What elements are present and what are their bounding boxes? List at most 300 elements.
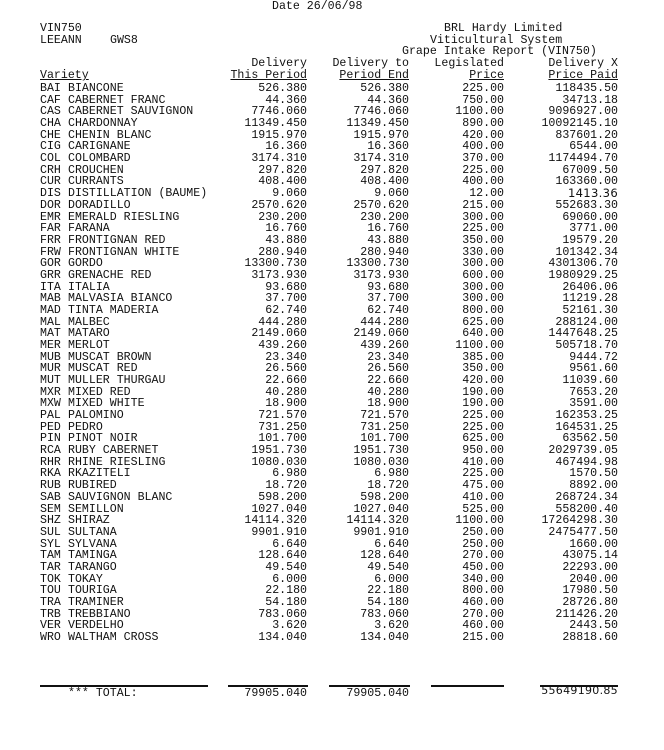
variety-name: FRONTIGNAN WHITE [68,245,180,259]
variety-name: FRONTIGNAN RED [68,233,166,247]
system-name: Viticultural System [430,34,563,47]
delivery-to-end: 3173.930 [353,268,409,282]
delivery-to-end: 408.400 [360,175,409,189]
delivery-to-end: 731.250 [360,420,409,434]
delivery-to-end: 7746.060 [353,105,409,119]
variety-name: TINTA MADERIA [68,303,159,317]
total-period: 79905.040 [244,687,307,700]
price-paid: 63562.50 [562,432,618,446]
program-id: VIN750 [40,22,82,35]
delivery-period: 22.180 [265,584,307,598]
legislated-price: 600.00 [462,268,504,282]
variety-code: MER [40,339,61,352]
table-row [0,305,664,317]
legislated-price: 350.00 [462,362,504,376]
delivery-to-end: 280.940 [360,245,409,259]
variety-code: MAB [40,292,61,306]
variety-name: CHENIN BLANC [68,128,152,142]
price-paid: 505718.70 [555,339,618,352]
price-paid: 52161.30 [562,303,618,317]
legislated-price: 750.00 [462,93,504,107]
delivery-period: 9.060 [272,187,307,201]
variety-name: DISTILLATION (BAUME) [68,187,208,201]
variety-name: CABERNET FRANC [68,93,166,107]
variety-code: CHA [40,117,61,130]
user-code: GWS8 [110,34,138,47]
variety-code: MUT [40,374,61,387]
legislated-price: 475.00 [462,479,504,493]
price-paid: 558200.40 [555,502,618,516]
variety-name: MUSCAT BROWN [68,350,152,364]
col-delivery-top: Delivery [251,57,307,70]
variety-name: VERDELHO [68,619,124,633]
variety-code: RKA [40,467,61,481]
legislated-price: 640.00 [462,327,504,341]
delivery-period: 93.680 [265,280,307,294]
delivery-period: 230.200 [258,210,307,224]
variety-name: SEMILLON [68,502,124,516]
delivery-to-end: 26.560 [367,362,409,376]
delivery-to-end: 93.680 [367,280,409,294]
delivery-period: 1915.970 [251,128,307,142]
variety-code: SAB [40,490,61,504]
legislated-price: 800.00 [462,584,504,598]
delivery-period: 3173.930 [251,268,307,282]
price-paid: 101342.34 [555,245,618,259]
delivery-period: 598.200 [258,490,307,504]
table-row [0,527,664,539]
delivery-to-end: 6.980 [374,467,409,481]
variety-name: SHIRAZ [68,514,110,528]
delivery-period: 101.700 [258,432,307,446]
delivery-period: 40.280 [265,385,307,399]
delivery-to-end: 3174.310 [353,152,409,166]
report-date: Date 26/06/98 [272,0,363,13]
delivery-period: 16.760 [265,222,307,236]
legislated-price: 12.00 [469,187,504,201]
price-paid: 1413.36 [567,186,618,201]
legislated-price: 225.00 [462,222,504,236]
legislated-price: 225.00 [462,409,504,422]
delivery-to-end: 40.280 [367,385,409,399]
delivery-to-end: 598.200 [360,490,409,504]
delivery-period: 297.820 [258,163,307,177]
variety-code: SUL [40,525,61,539]
variety-name: MUSCAT RED [68,362,138,376]
delivery-to-end: 101.700 [360,432,409,446]
price-paid: 4301306.70 [548,257,618,271]
variety-code: GOR [40,257,61,271]
variety-code: MXR [40,385,61,399]
price-paid: 118435.50 [555,82,618,95]
delivery-to-end: 11349.450 [346,117,409,130]
price-paid: 3771.00 [569,222,618,236]
variety-code: FRR [40,233,61,247]
legislated-price: 350.00 [462,233,504,247]
variety-name: TARANGO [68,560,117,574]
legislated-price: 385.00 [462,350,504,364]
legislated-price: 225.00 [462,420,504,434]
variety-name: RUBY CABERNET [68,444,159,458]
col-legislated-bottom: Price [469,69,504,82]
delivery-to-end: 23.340 [367,350,409,364]
price-paid: 162353.25 [555,409,618,422]
variety-name: CURRANTS [68,175,124,189]
legislated-price: 190.00 [462,397,504,411]
variety-code: FRW [40,245,61,259]
price-paid: 17980.50 [562,584,618,598]
legislated-price: 460.00 [462,595,504,609]
table-row [0,118,664,130]
legislated-price: 300.00 [462,210,504,224]
variety-code: BAI [40,82,61,95]
total-label: *** TOTAL: [68,687,138,700]
table-row [0,83,664,95]
report-title: Grape Intake Report (VIN750) [402,45,597,58]
price-paid: 211426.20 [555,607,618,621]
variety-code: PIN [40,432,61,446]
delivery-period: 134.040 [258,631,307,644]
delivery-to-end: 16.760 [367,222,409,236]
legislated-price: 450.00 [462,560,504,574]
delivery-period: 6.640 [272,537,307,551]
delivery-period: 128.640 [258,549,307,563]
delivery-period: 731.250 [258,420,307,434]
delivery-to-end: 16.360 [367,140,409,154]
variety-code: TOK [40,572,61,586]
variety-name: TAMINGA [68,549,117,563]
delivery-to-end: 1080.030 [353,455,409,469]
delivery-to-end: 49.540 [367,560,409,574]
delivery-to-end: 37.700 [367,292,409,306]
variety-name: MIXED RED [68,385,131,399]
variety-code: RCA [40,444,61,458]
price-paid: 552683.30 [555,198,618,212]
variety-name: MULLER THURGAU [68,374,166,387]
variety-name: CROUCHEN [68,163,124,177]
variety-name: DORADILLO [68,198,131,212]
legislated-price: 400.00 [462,175,504,189]
price-paid: 164531.25 [555,420,618,434]
variety-name: CARIGNANE [68,140,131,154]
delivery-to-end: 3.620 [374,619,409,633]
variety-name: WALTHAM CROSS [68,631,159,644]
col-legislated-top: Legislated [434,57,504,70]
legislated-price: 420.00 [462,128,504,142]
delivery-period: 439.260 [258,339,307,352]
variety-name: CHARDONNAY [68,117,138,130]
legislated-price: 410.00 [462,490,504,504]
delivery-to-end: 439.260 [360,339,409,352]
delivery-period: 62.740 [265,303,307,317]
variety-name: MALVASIA BIANCO [68,292,173,306]
variety-name: COLOMBARD [68,152,131,166]
legislated-price: 1100.00 [455,105,504,119]
delivery-to-end: 230.200 [360,210,409,224]
legislated-price: 460.00 [462,619,504,633]
legislated-price: 410.00 [462,455,504,469]
delivery-to-end: 2149.060 [353,327,409,341]
delivery-to-end: 43.880 [367,233,409,247]
delivery-period: 721.570 [258,409,307,422]
legislated-price: 225.00 [462,82,504,95]
variety-code: TOU [40,584,61,598]
table-row [0,375,664,387]
variety-code: ITA [40,280,61,294]
variety-code: DOR [40,198,61,212]
table-row [0,632,664,644]
price-paid: 22293.00 [562,560,618,574]
delivery-to-end: 783.060 [360,607,409,621]
legislated-price: 950.00 [462,444,504,458]
delivery-period: 1080.030 [251,455,307,469]
variety-code: MAL [40,315,61,329]
delivery-to-end: 13300.730 [346,257,409,271]
delivery-period: 26.560 [265,362,307,376]
total-rule-price [431,685,504,687]
delivery-period: 280.940 [258,245,307,259]
delivery-to-end: 1027.040 [353,502,409,516]
legislated-price: 270.00 [462,607,504,621]
delivery-period: 3174.310 [251,152,307,166]
legislated-price: 625.00 [462,315,504,329]
delivery-period: 7746.060 [251,105,307,119]
variety-name: TREBBIANO [68,607,131,621]
price-paid: 43075.14 [562,549,618,563]
legislated-price: 800.00 [462,303,504,317]
variety-code: TRB [40,607,61,621]
table-row [0,270,664,282]
variety-code: PAL [40,409,61,422]
delivery-period: 54.180 [265,595,307,609]
legislated-price: 340.00 [462,572,504,586]
legislated-price: 250.00 [462,525,504,539]
legislated-price: 890.00 [462,117,504,130]
price-paid: 2475477.50 [548,525,618,539]
price-paid: 9444.72 [569,350,618,364]
variety-name: PALOMINO [68,409,124,422]
table-row [0,200,664,212]
variety-code: FAR [40,222,61,236]
delivery-to-end: 18.900 [367,397,409,411]
price-paid: 9561.60 [569,362,618,376]
delivery-period: 16.360 [265,140,307,154]
variety-code: RHR [40,455,61,469]
price-paid: 837601.20 [555,128,618,142]
legislated-price: 625.00 [462,432,504,446]
delivery-period: 1951.730 [251,444,307,458]
price-paid: 19579.20 [562,233,618,247]
price-paid: 10092145.10 [541,117,618,130]
variety-code: CRH [40,163,61,177]
price-paid: 1174494.70 [548,152,618,166]
variety-name: PEDRO [68,420,103,434]
price-paid: 288124.00 [555,315,618,329]
variety-name: MIXED WHITE [68,397,145,411]
price-paid: 26406.06 [562,280,618,294]
legislated-price: 370.00 [462,152,504,166]
price-paid: 2443.50 [569,619,618,633]
variety-code: VER [40,619,61,633]
delivery-to-end: 128.640 [360,549,409,563]
delivery-period: 37.700 [265,292,307,306]
price-paid: 34713.18 [562,93,618,107]
price-paid: 1980929.25 [548,268,618,282]
variety-code: MXW [40,397,61,411]
variety-code: SYL [40,537,61,551]
price-paid: 28818.60 [562,631,618,644]
variety-name: SYLVANA [68,537,117,551]
delivery-to-end: 22.660 [367,374,409,387]
price-paid: 3591.00 [569,397,618,411]
legislated-price: 215.00 [462,198,504,212]
delivery-period: 6.980 [272,467,307,481]
delivery-to-end: 1951.730 [353,444,409,458]
legislated-price: 525.00 [462,502,504,516]
price-paid: 163360.00 [555,175,618,189]
total-paid-handwritten: 55649190.85 [541,684,618,697]
variety-name: EMERALD RIESLING [68,210,180,224]
price-paid: 11219.28 [562,292,618,306]
col-delivery-to-bottom: Period End [339,69,409,82]
delivery-period: 22.660 [265,374,307,387]
delivery-period: 2149.060 [251,327,307,341]
legislated-price: 1100.00 [455,514,504,528]
variety-code: TAM [40,549,61,563]
legislated-price: 1100.00 [455,339,504,352]
variety-name: RUBIRED [68,479,117,493]
legislated-price: 225.00 [462,467,504,481]
delivery-to-end: 54.180 [367,595,409,609]
price-paid: 8892.00 [569,479,618,493]
delivery-to-end: 526.380 [360,82,409,95]
variety-code: SEM [40,502,61,516]
table-row [0,597,664,609]
delivery-period: 18.720 [265,479,307,493]
variety-name: CABERNET SAUVIGNON [68,105,194,119]
variety-code: PED [40,420,61,434]
variety-code: CHE [40,128,61,142]
variety-name: TRAMINER [68,595,124,609]
delivery-to-end: 18.720 [367,479,409,493]
delivery-to-end: 134.040 [360,631,409,644]
variety-code: MUR [40,362,61,376]
user-name: LEEANN [40,34,82,47]
price-paid: 2029739.05 [548,444,618,458]
variety-name: PINOT NOIR [68,432,138,446]
price-paid: 467494.98 [555,455,618,469]
total-to-end: 79905.040 [346,687,409,700]
variety-name: TOKAY [68,572,103,586]
delivery-period: 11349.450 [244,117,307,130]
price-paid: 1660.00 [569,537,618,551]
delivery-period: 408.400 [258,175,307,189]
variety-code: WRO [40,631,61,644]
legislated-price: 270.00 [462,549,504,563]
variety-code: DIS [40,187,61,201]
legislated-price: 330.00 [462,245,504,259]
company-name: BRL Hardy Limited [444,22,563,35]
variety-name: MERLOT [68,339,110,352]
variety-name: GRENACHE RED [68,268,152,282]
variety-name: TOURIGA [68,584,117,598]
col-delivery-bottom: This Period [230,69,307,82]
delivery-to-end: 6.640 [374,537,409,551]
variety-code: CAF [40,93,61,107]
delivery-to-end: 22.180 [367,584,409,598]
price-paid: 17264298.30 [541,514,618,528]
delivery-to-end: 9.060 [374,187,409,201]
price-paid: 28726.80 [562,595,618,609]
delivery-to-end: 444.280 [360,315,409,329]
table-row [0,235,664,247]
delivery-period: 1027.040 [251,502,307,516]
price-paid: 268724.34 [555,490,618,504]
delivery-period: 2570.620 [251,198,307,212]
delivery-period: 44.360 [265,93,307,107]
legislated-price: 225.00 [462,163,504,177]
variety-code: GRR [40,268,61,282]
variety-name: GORDO [68,257,103,271]
delivery-period: 18.900 [265,397,307,411]
delivery-to-end: 14114.320 [346,514,409,528]
price-paid: 1447648.25 [548,327,618,341]
col-variety: Variety [40,69,89,82]
table-row [0,562,664,574]
variety-name: MALBEC [68,315,110,329]
delivery-to-end: 721.570 [360,409,409,422]
variety-name: BIANCONE [68,82,124,95]
table-row [0,492,664,504]
variety-code: CIG [40,140,61,154]
legislated-price: 215.00 [462,631,504,644]
table-row [0,340,664,352]
legislated-price: 300.00 [462,292,504,306]
variety-name: FARANA [68,222,110,236]
delivery-period: 14114.320 [244,514,307,528]
delivery-to-end: 297.820 [360,163,409,177]
price-paid: 2040.00 [569,572,618,586]
price-paid: 7653.20 [569,385,618,399]
delivery-to-end: 44.360 [367,93,409,107]
variety-name: RHINE RIESLING [68,455,166,469]
price-paid: 67009.50 [562,163,618,177]
legislated-price: 420.00 [462,374,504,387]
col-delivery-x-top: Delivery X [548,57,618,70]
price-paid: 11039.60 [562,374,618,387]
price-paid: 6544.00 [569,140,618,154]
delivery-period: 43.880 [265,233,307,247]
delivery-period: 9901.910 [251,525,307,539]
variety-name: ITALIA [68,280,110,294]
delivery-period: 783.060 [258,607,307,621]
variety-code: EMR [40,210,61,224]
variety-code: MAT [40,327,61,341]
variety-code: TRA [40,595,61,609]
variety-code: COL [40,152,61,166]
variety-name: RKAZITELI [68,467,131,481]
delivery-period: 6.000 [272,572,307,586]
delivery-to-end: 1915.970 [353,128,409,142]
delivery-period: 23.340 [265,350,307,364]
variety-name: MATARO [68,327,110,341]
delivery-to-end: 9901.910 [353,525,409,539]
delivery-period: 526.380 [258,82,307,95]
delivery-period: 444.280 [258,315,307,329]
delivery-period: 49.540 [265,560,307,574]
delivery-to-end: 6.000 [374,572,409,586]
price-paid: 9096927.00 [548,105,618,119]
